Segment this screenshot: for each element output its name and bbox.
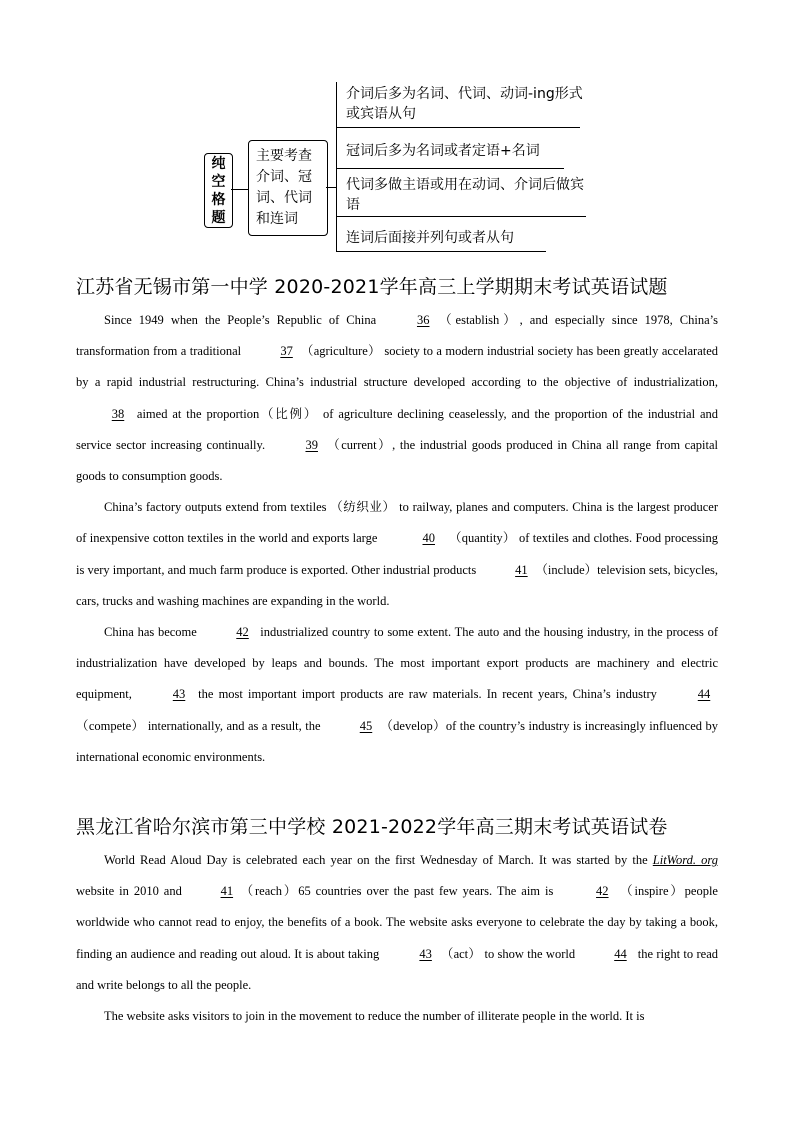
diagram-connector	[231, 189, 248, 190]
text: （reach）65 countries over the past few years. The aim is	[238, 884, 559, 899]
paragraph	[76, 492, 718, 617]
paragraph	[76, 1001, 718, 1032]
passage-2	[76, 845, 718, 1032]
text: website in 2010 and	[76, 884, 187, 899]
text: the most important import products are raw materials. In recent years, China’s industry	[193, 687, 663, 702]
blank-43: 43	[172, 687, 186, 702]
diagram-middle-node	[248, 140, 328, 236]
diagram-leaf-4: 连词后面接并列句或者从句	[346, 230, 514, 246]
passage-1	[76, 305, 718, 773]
section-title: 黑龙江省哈尔滨市第三中学校 2021-2022学年高三期末考试英语试卷	[76, 816, 668, 838]
blank-41: 41	[515, 562, 528, 577]
text: China has become	[104, 625, 201, 640]
text: （inspire）people worldwide who cannot read to enjoy, the benefits of a book. The website asks everyone to celebrate the day by taking a book, finding an audience and reading out aloud. It is about taking	[76, 884, 718, 961]
diagram-leaf-3: 代词多做主语或用在动词、介词后做宾语	[346, 177, 584, 213]
diagram-leaf-1: 介词后多为名词、代词、动词-ing形式或宾语从句	[346, 86, 583, 122]
text: World Read Aloud Day is celebrated each year on the first Wednesday of March. It was started by the	[104, 853, 653, 867]
section-title: 江苏省无锡市第一中学 2020-2021学年高三上学期期末考试英语试题	[76, 276, 668, 298]
paragraph	[76, 845, 718, 1001]
diagram-middle-label: 主要考查介词、冠词、代词和连词	[256, 148, 312, 227]
blank-40: 40	[422, 531, 435, 546]
blank-43: 43	[419, 946, 432, 961]
text: industrialized country to some extent. The auto and the housing industry, in the process of industrialization have developed by leaps and bounds. The most important export products are machinery and electric equipment,	[76, 625, 719, 702]
diagram-divider	[336, 216, 586, 217]
text: aimed at the proportion（比例） of agriculture declining ceaselessly, and the proportion of the industrial and service sector increasing continually.	[76, 406, 718, 452]
text: the right to read and write belongs to all the people.	[76, 946, 718, 992]
blank-44: 44	[614, 946, 627, 961]
blank-36: 36	[416, 313, 430, 327]
blank-45: 45	[359, 718, 373, 733]
diagram-divider	[336, 127, 580, 128]
paragraph	[76, 305, 718, 492]
text: Since 1949 when the People’s Republic of China	[104, 313, 384, 327]
blank-42: 42	[596, 884, 609, 899]
blank-39: 39	[305, 437, 318, 452]
text: （establish）, and especially since 1978, China’s transformation from a traditional	[76, 313, 718, 359]
blank-44: 44	[697, 687, 711, 702]
diagram-root-node	[204, 153, 233, 228]
litword-link[interactable]: LitWord. org	[652, 853, 718, 867]
diagram-bracket-stub	[326, 187, 336, 188]
diagram-root-label: 纯空格题	[211, 155, 226, 226]
text: （include）television sets, bicycles, cars, trucks and washing machines are expanding in the world.	[76, 562, 718, 608]
text: （develop）of the country’s industry is increasingly influenced by international economic environments.	[76, 718, 718, 764]
text: The website asks visitors to join in the movement to reduce the number of illiterate people in the world. It is	[104, 1009, 645, 1024]
diagram-divider	[336, 251, 546, 252]
text: （current）, the industrial goods produced in China all range from capital goods to consumption goods.	[76, 437, 718, 484]
blank-38: 38	[111, 406, 125, 421]
blank-42: 42	[236, 625, 249, 640]
diagram-leaf-2: 冠词后多为名词或者定语+名词	[346, 143, 540, 159]
diagram-bracket-vertical	[336, 82, 337, 252]
blank-37: 37	[280, 344, 293, 359]
diagram-divider	[336, 168, 564, 169]
text: （agriculture） society to a modern industrial society has been greatly accelarated by a rapid industrial restructuring. China’s industrial structure developed according to the objective of industrialization,	[76, 344, 719, 390]
text: （act） to show the world	[440, 946, 579, 961]
text: （quantity） of textiles and clothes. Food processing is very important, and much farm produce is exported. Other industrial products	[76, 531, 718, 577]
blank-41: 41	[220, 884, 234, 899]
paragraph	[76, 617, 718, 773]
text: China’s factory outputs extend from textiles （纺织业） to railway, planes and computers. China is the largest producer of inexpensive cotton textiles in the world and exports large	[76, 500, 718, 546]
text: （compete） internationally, and as a result, the	[76, 718, 324, 733]
